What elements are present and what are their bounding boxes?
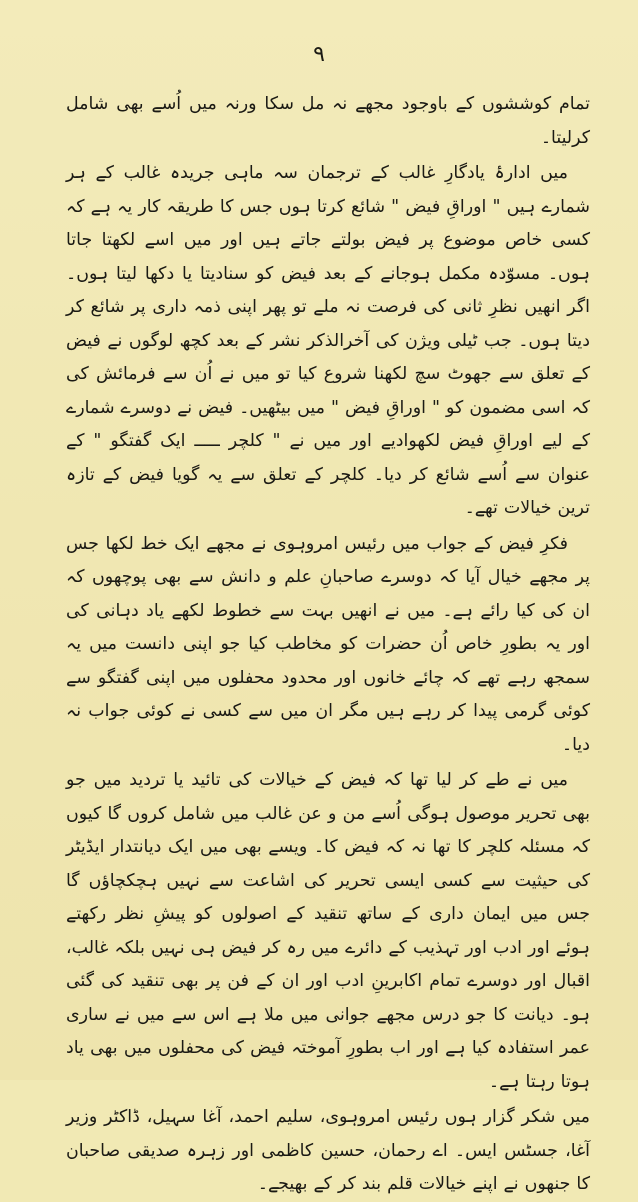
paragraph-1: تمام کوششوں کے باوجود مجھے نہ مل سکا ورنہ میں اُسے بھی شامل کرلیتا۔ <box>66 94 590 148</box>
page-number: ۹ <box>313 42 325 67</box>
paragraph-2: میں ادارۂ یادگارِ غالب کے ترجمان سہ ماہی جریدہ غالب کے ہر شمارے ہیں " اوراقِ فیض " شائع کرتا ہوں جس کا طریقہ کار یہ ہے کہ کسی خاص موضوع پر فیض بولتے جاتے ہیں اور میں اسے لکھتا جاتا ہوں۔ مسوّدہ مکمل ہوجانے کے بعد فیض کو سنادیتا یا دکھا لیتا ہوں۔ اگر انھیں نظرِ ثانی کی فرصت نہ ملے تو پھر اپنی ذمہ داری پر شائع کر دیتا ہوں۔ جب ٹیلی ویژن کی آخرالذکر نشر کے بعد کچھ لوگوں نے فیض کے تعلق سے جھوٹ سچ لکھنا شروع کیا تو میں نے اُن سے فرمائش کی کہ اسی مضمون کو " اوراقِ فیض " میں بیٹھیں۔ فیض نے دوسرے شمارے کے لیے اوراقِ فیض لکھوادیے اور میں نے " کلچر ـــــ ایک گفتگو " کے عنوان سے اُسے شائع کر دیا۔ کلچر کے تعلق سے یہ گویا فیض کے تازہ ترین خیالات تھے۔ <box>66 163 590 518</box>
body-text <box>66 88 590 1202</box>
paragraph-4: میں نے طے کر لیا تھا کہ فیض کے خیالات کی تائید یا تردید میں جو بھی تحریر موصول ہوگی اُسے من و عن غالب میں شامل کروں گا کیوں کہ مسئلہ کلچر کا تھا نہ کہ فیض کا۔ ویسے بھی میں ایک دیانتدار ایڈیٹر کی حیثیت سے کسی ایسی تحریر کی اشاعت سے نہیں ہچکچاؤں گا جس میں ایمان داری کے ساتھ تنقید کے اصولوں کو پیشِ نظر رکھتے ہوئے اور ادب اور تہذیب کے دائرے میں رہ کر فیض ہی نہیں بلکہ غالب، اقبال اور دوسرے تمام اکابرینِ ادب اور ان کے فن پر بھی تنقید کی گئی ہو۔ دیانت کا جو درس مجھے جوانی میں ملا ہے اس سے میں نے ساری عمر استفادہ کیا ہے اور اب بطورِ آموختہ فیض کی محفلوں میں بھی یاد ہوتا رہتا ہے۔ <box>66 770 590 1092</box>
paragraph-5: میں شکر گزار ہوں رئیس امروہوی، سلیم احمد، آغا سہیل، ڈاکٹر وزیر آغا، جسٹس ایس۔ اے رحمان، حسین کاظمی اور زہرہ صدیقی صاحبان کا جنھوں نے اپنے خیالات قلم بند کر کے بھیجے۔ <box>66 1107 590 1194</box>
paragraph-3: فکرِ فیض کے جواب میں رئیس امروہوی نے مجھے ایک خط لکھا جس پر مجھے خیال آیا کہ دوسرے صاحبانِ علم و دانش سے بھی پوچھوں کہ ان کی کیا رائے ہے۔ میں نے انھیں بہت سے خطوط لکھے یاد دہانی کی اور یہ بطورِ خاص اُن حضرات کو مخاطب کیا جو اپنی دانست میں یہ سمجھ رہے تھے کہ چائے خانوں اور محدود محفلوں میں اپنی گفتگو سے کوئی گرمی پیدا کر رہے ہیں مگر ان میں سے کسی نے کوئی جواب نہ دیا۔ <box>66 533 590 755</box>
